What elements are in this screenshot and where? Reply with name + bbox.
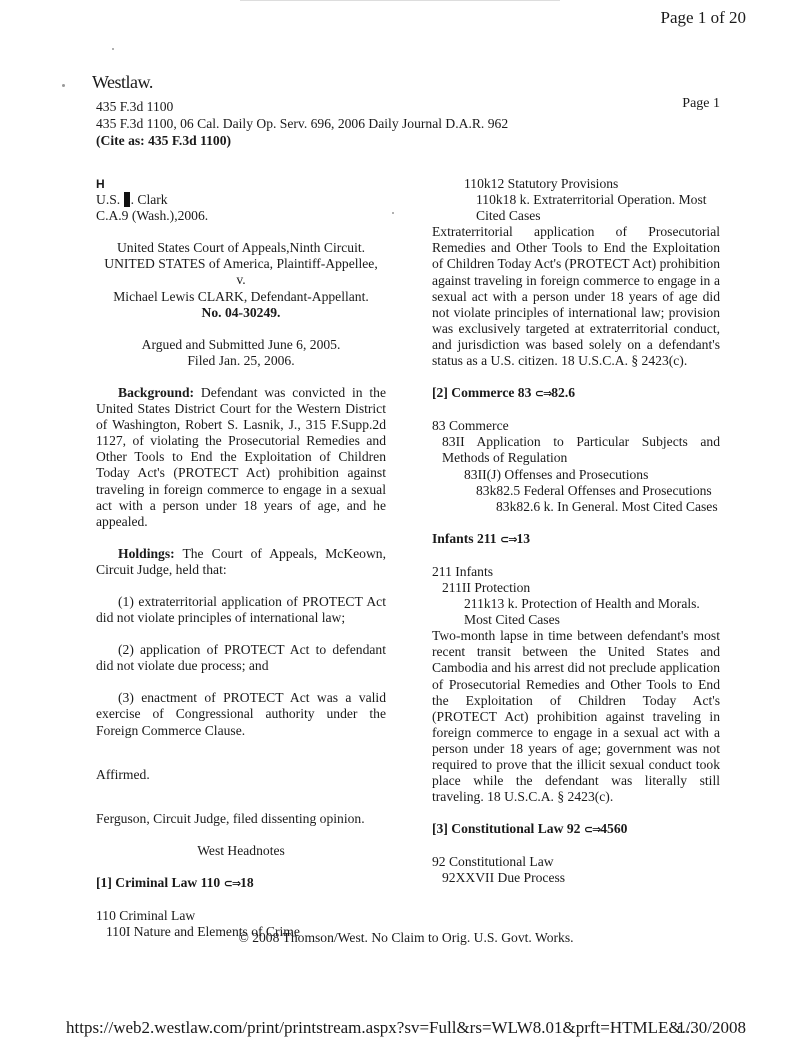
headnote-infants-subtopic: 211II Protection xyxy=(442,579,531,595)
cite-as: (Cite as: 435 F.3d 1100) xyxy=(96,133,232,148)
headnote-2-subtopic: 83II(J) Offenses and Prosecutions xyxy=(464,466,649,482)
holding-2: (2) application of PROTECT Act to defendant did not violate due process; and xyxy=(96,642,386,674)
headnote-1-label: [1] Criminal Law 110 xyxy=(96,874,224,890)
holdings-text: The Court of Appeals, McKeown, Circuit Judge, held that: xyxy=(96,545,386,577)
citation-line: 435 F.3d 1100 xyxy=(96,99,174,114)
headnote-3-heading[interactable] xyxy=(432,821,720,838)
key-number-icon: ⊂⇒ xyxy=(500,532,517,546)
headnote-infants-number: 13 xyxy=(516,530,531,546)
plaintiff: UNITED STATES of America, Plaintiff-Appellee, xyxy=(104,256,378,272)
left-column xyxy=(96,176,386,940)
scan-speck xyxy=(62,84,65,87)
argued-date: Argued and Submitted June 6, 2005. xyxy=(141,336,341,352)
docket-number: No. 04-30249. xyxy=(201,304,281,320)
key-number-line xyxy=(432,192,720,224)
headnote-1-number: 18 xyxy=(240,874,254,890)
key-number-icon: ⊂⇒ xyxy=(223,876,241,890)
page-label: Page 1 xyxy=(682,96,720,111)
headnote-3-number: 4560 xyxy=(600,821,628,837)
court-full: United States Court of Appeals,Ninth Circuit. xyxy=(116,240,366,256)
right-column xyxy=(432,176,720,887)
headnote-2-number: 82.6 xyxy=(551,385,576,401)
westlaw-logo: Westlaw. xyxy=(92,72,153,92)
headnote-1-heading[interactable] xyxy=(96,875,386,892)
holding-3: (3) enactment of PROTECT Act was a valid exercise of Congressional authority under the Foreign Commerce Clause. xyxy=(96,690,386,738)
key-number-text: 110k18 k. Extraterritorial Operation. Most Cited Cases xyxy=(476,192,707,224)
background-text: Defendant was convicted in the United States District Court for the Western District of Washington, Robert S. Lasnik, J., 315 F.Supp.2d 1127, of violating the Prosecutorial Remedies and Other Tools to End the Exploitation of Children Today Act's (PROTECT Act) prohibition against traveling in foreign commerce to engage in a sexual act with a person under 18 years of age, and he appealed. xyxy=(96,384,386,529)
citation-block xyxy=(96,98,508,149)
court-short: C.A.9 (Wash.),2006. xyxy=(96,208,209,224)
key-number-icon: ⊂⇒ xyxy=(583,823,601,837)
disposition: Affirmed. xyxy=(96,766,150,782)
key-number-icon: ⊂⇒ xyxy=(534,387,552,401)
print-url[interactable]: https://web2.westlaw.com/print/printstream.aspx?sv=Full&rs=WLW8.01&prft=HTMLE&... xyxy=(66,1018,695,1037)
holdings-label: Holdings: xyxy=(118,545,175,561)
scan-edge-line xyxy=(240,0,560,1)
headnote-2-subtopic: 83II Application to Particular Subjects and Methods of Regulation xyxy=(442,434,720,466)
headnote-2-heading[interactable] xyxy=(432,385,720,402)
background-label: Background: xyxy=(118,384,195,400)
case-short-name xyxy=(96,192,386,208)
print-date: 1/30/2008 xyxy=(677,1018,746,1037)
scan-speck xyxy=(112,48,114,50)
headnote-2-subtopic: 83k82.6 k. In General. Most Cited Cases xyxy=(496,498,718,514)
citation-line-parallel: 435 F.3d 1100, 06 Cal. Daily Op. Serv. 696, 2006 Daily Journal D.A.R. 962 xyxy=(96,116,509,131)
scan-speck xyxy=(392,212,394,214)
keycite-flag: H xyxy=(96,177,105,191)
case-short-post: . Clark xyxy=(130,192,168,208)
headnote-infants-text: Two-month lapse in time between defendant's most recent transit between the United States and Cambodia and his arrest did not preclude application of Prosecutorial Remedies and Other Tools to End the Exploitation of Children Today Act's (PROTECT Act) prohibition against traveling in foreign commerce to engage in a sexual act with a person under 18 years of age; government was not required to prove that the illicit sexual conduct took place while the defendant was literally still traveling. 18 U.S.C.A. § 2423(c). xyxy=(432,628,720,805)
case-short-pre: U.S. xyxy=(96,192,121,208)
headnote-3-subtopic: 92XXVII Due Process xyxy=(442,870,566,886)
redaction-mark xyxy=(124,192,130,207)
dissent-note: Ferguson, Circuit Judge, filed dissenting opinion. xyxy=(96,810,365,826)
key-number-line: 110k12 Statutory Provisions xyxy=(464,176,619,191)
background-paragraph xyxy=(96,385,386,530)
headnote-2-topic: 83 Commerce xyxy=(432,418,509,434)
headnote-infants-heading[interactable] xyxy=(432,531,720,548)
headnote-infants-subtopic: 211k13 k. Protection of Health and Morals. Most Cited Cases xyxy=(464,596,700,628)
headnote-3-label: [3] Constitutional Law 92 xyxy=(432,821,584,837)
holdings-paragraph xyxy=(96,546,386,578)
headnote-3-topic: 92 Constitutional Law xyxy=(432,854,554,870)
headnote-1-text: Extraterritorial application of Prosecutorial Remedies and Other Tools to End the Exploitation of Children Today Act's (PROTECT Act) prohibition against traveling in foreign commerce to engage in a sexual act with a person under 18 years of age did not violate principles of international law; provision was exclusively targeted at extraterritorial conduct, and jurisdiction was based solely on a defendant's status as a U.S. citizen. 18 U.S.C.A. § 2423(c). xyxy=(432,224,720,369)
holding-1: (1) extraterritorial application of PROTECT Act did not violate principles of international law; xyxy=(96,593,386,626)
headnote-1-topic: 110 Criminal Law xyxy=(96,908,196,923)
headnote-2-label: [2] Commerce 83 xyxy=(432,385,535,401)
filed-date: Filed Jan. 25, 2006. xyxy=(187,352,295,368)
headnote-1-subtopic: 110I Nature and Elements of Crime xyxy=(106,924,300,940)
headnotes-title: West Headnotes xyxy=(197,842,285,858)
headnote-infants-topic: 211 Infants xyxy=(432,563,494,579)
headnote-2-subtopic: 83k82.5 Federal Offenses and Prosecutions xyxy=(476,482,712,498)
versus: v. xyxy=(236,272,246,288)
defendant: Michael Lewis CLARK, Defendant-Appellant. xyxy=(113,288,369,304)
copyright-notice: © 2008 Thomson/West. No Claim to Orig. U.S. Govt. Works. xyxy=(238,930,574,945)
headnote-infants-label: Infants 211 xyxy=(432,530,500,546)
page-counter: Page 1 of 20 xyxy=(660,8,746,27)
